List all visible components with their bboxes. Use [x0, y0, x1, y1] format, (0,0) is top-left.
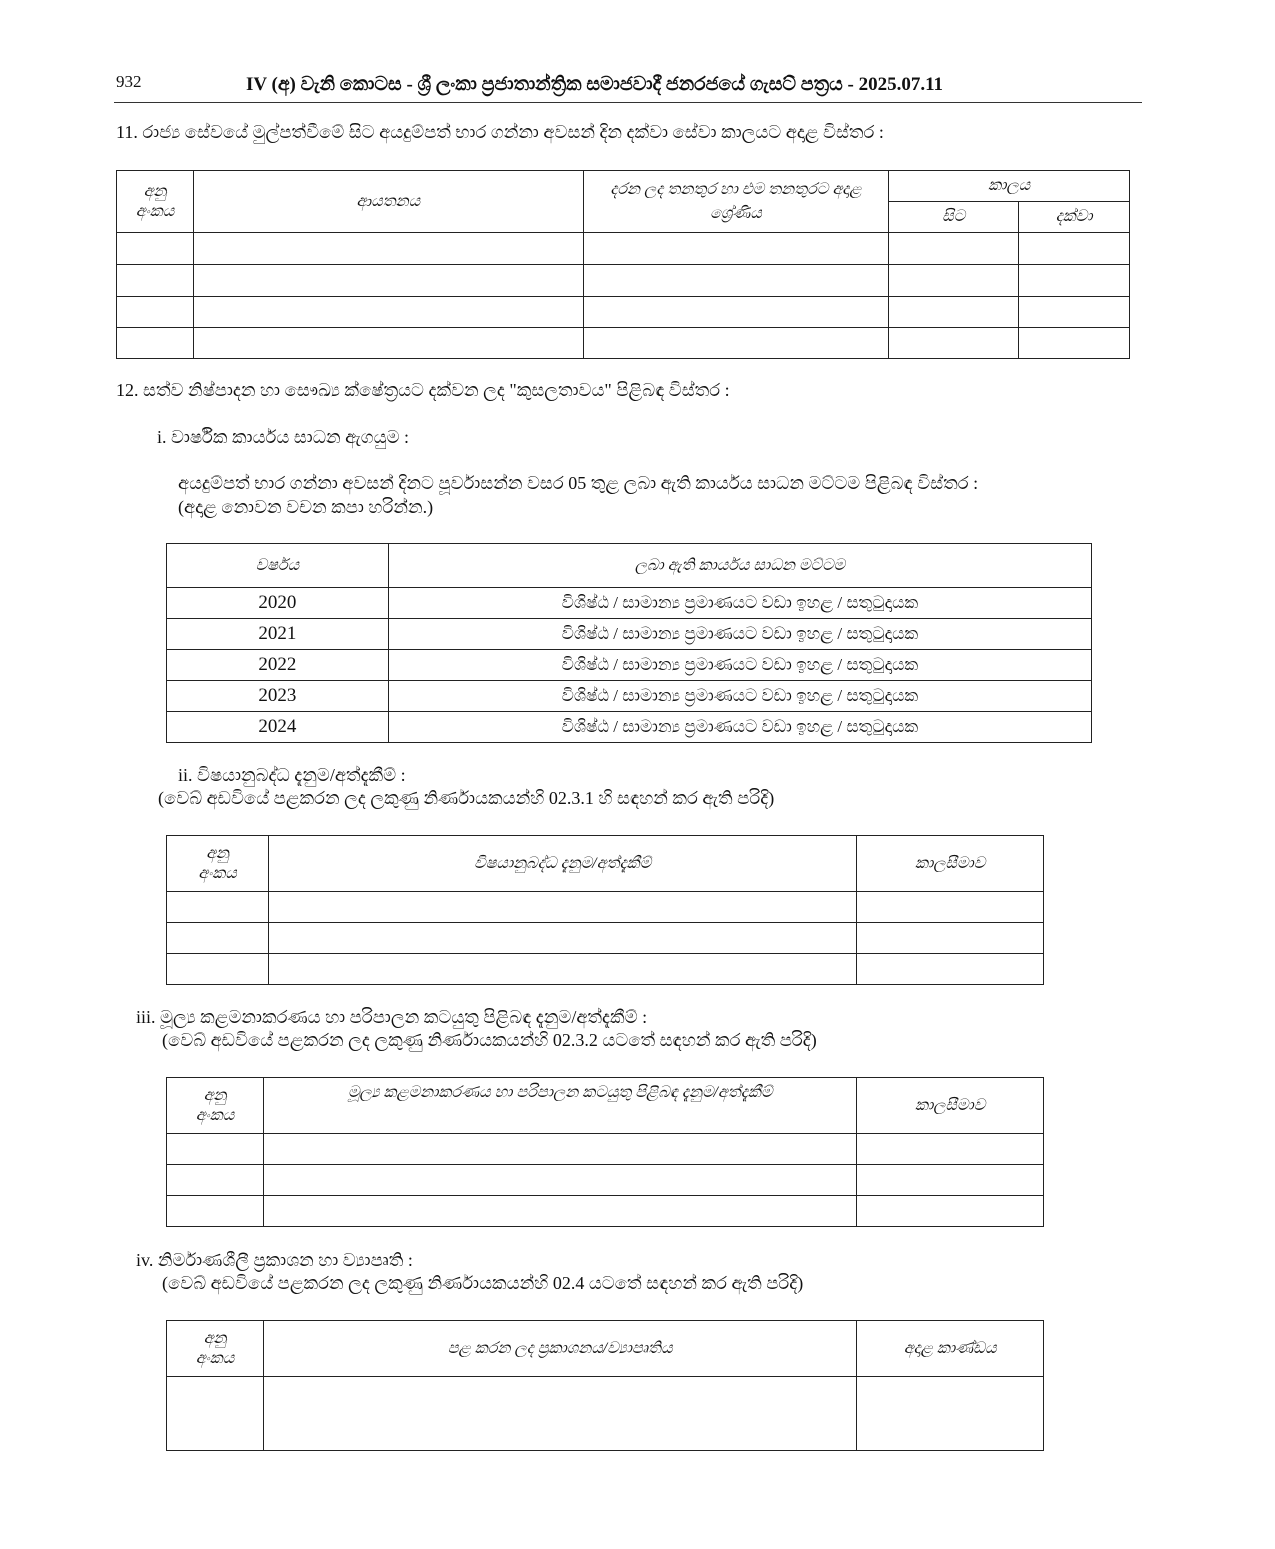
col-performance-level: ලබා ඇති කාර්යය සාධන මට්ටම: [388, 544, 1091, 588]
serial-cell[interactable]: [117, 233, 194, 265]
sub-iv-note: (වෙබ් අඩවියේ පළකරන ලද ලකුණු නිර්ණායකයන්හි 02.4 යටතේ සඳහන් කර ඇති පරිදි): [162, 1273, 804, 1293]
from-cell[interactable]: [889, 328, 1019, 359]
to-cell[interactable]: [1019, 328, 1130, 359]
post-cell[interactable]: [583, 265, 889, 297]
knowledge-cell[interactable]: [263, 1165, 856, 1196]
col-year: වර්ෂය: [167, 544, 389, 588]
table-row: [117, 233, 1130, 265]
col-from: සිට: [889, 202, 1019, 233]
serial-cell[interactable]: [167, 1196, 264, 1227]
sub-i-instruction: (අදාළ නොවන වචන කපා හරින්න.): [178, 497, 434, 517]
serial-cell[interactable]: [117, 265, 194, 297]
post-cell[interactable]: [583, 297, 889, 328]
to-cell[interactable]: [1019, 233, 1130, 265]
knowledge-cell[interactable]: [268, 892, 856, 923]
table-row: [167, 1134, 1044, 1165]
publications-projects-table: [166, 1320, 1044, 1451]
financial-admin-experience-table: [166, 1077, 1044, 1227]
performance-options[interactable]: විශිෂ්ඨ / සාමාන්‍ය ප්‍රමාණයට වඩා ඉහළ / සතුටුදායක: [388, 650, 1091, 681]
table-row: [167, 1165, 1044, 1196]
table-row: [117, 297, 1130, 328]
knowledge-cell[interactable]: [263, 1196, 856, 1227]
from-cell[interactable]: [889, 265, 1019, 297]
col-serial-no: අනු අංකය: [117, 171, 194, 233]
table-row: [167, 619, 1092, 650]
performance-table: [166, 543, 1092, 743]
serial-cell[interactable]: [167, 1165, 264, 1196]
col-financial-admin-knowledge: මූල්‍ය කළමනාකරණය හා පරිපාලන කටයුතු පිළිබඳ දැනුම/අත්දැකීම්: [263, 1078, 856, 1134]
knowledge-cell[interactable]: [268, 923, 856, 954]
institution-cell[interactable]: [193, 233, 583, 265]
year-cell: 2022: [167, 650, 389, 681]
serial-cell[interactable]: [167, 923, 269, 954]
section-11-heading: 11. රාජ්‍ය සේවයේ මුල්පත්වීමේ සිට අයදුම්පත් භාර ගන්නා අවසන් දින දක්වා සේවා කාලයට අදාළ විස්තර :: [116, 122, 884, 142]
col-duration: කාලසීමාව: [857, 1078, 1044, 1134]
performance-options[interactable]: විශිෂ්ඨ / සාමාන්‍ය ප්‍රමාණයට වඩා ඉහළ / සතුටුදායක: [388, 681, 1091, 712]
serial-cell[interactable]: [167, 954, 269, 985]
knowledge-cell[interactable]: [263, 1134, 856, 1165]
sub-i-heading: i. වාර්ෂික කාර්යය සාධන ඇගයුම :: [157, 427, 410, 447]
col-serial-no: අනු අංකය: [167, 836, 269, 892]
performance-options[interactable]: විශිෂ්ඨ / සාමාන්‍ය ප්‍රමාණයට වඩා ඉහළ / සතුටුදායක: [388, 588, 1091, 619]
col-publication: පළ කරන ලද ප්‍රකාශනය/ව්‍යාපෘතිය: [263, 1321, 856, 1377]
col-subject-knowledge: විෂයානුබද්ධ දැනුම/අත්දැකීම්: [268, 836, 856, 892]
subject-experience-table: [166, 835, 1044, 985]
post-cell[interactable]: [583, 233, 889, 265]
table-row: [117, 328, 1130, 359]
duration-cell[interactable]: [857, 1165, 1044, 1196]
table-row: [167, 954, 1044, 985]
col-serial-no: අනු අංකය: [167, 1078, 264, 1134]
sub-iv-heading: iv. නිර්මාණශීලී ප්‍රකාශන හා ව්‍යාපෘති :: [136, 1250, 413, 1270]
header-rule: [114, 102, 1142, 103]
col-institution: ආයතනය: [193, 171, 583, 233]
institution-cell[interactable]: [193, 328, 583, 359]
table-row: [167, 1377, 1044, 1451]
to-cell[interactable]: [1019, 265, 1130, 297]
publication-cell[interactable]: [263, 1377, 856, 1451]
year-cell: 2021: [167, 619, 389, 650]
serial-cell[interactable]: [167, 892, 269, 923]
post-cell[interactable]: [583, 328, 889, 359]
sub-ii-note: (වෙබ් අඩවියේ පළකරන ලද ලකුණු නිර්ණායකයන්හි 02.3.1 හි සඳහන් කර ඇති පරිදි): [158, 788, 775, 808]
knowledge-cell[interactable]: [268, 954, 856, 985]
sub-iii-heading: iii. මූල්‍ය කළමනාකරණය හා පරිපාලන කටයුතු පිළිබඳ දැනුම/අත්දැකීම් :: [136, 1007, 648, 1027]
duration-cell[interactable]: [857, 954, 1044, 985]
serial-cell[interactable]: [117, 297, 194, 328]
category-cell[interactable]: [857, 1377, 1044, 1451]
serial-cell[interactable]: [117, 328, 194, 359]
table-row: [167, 1196, 1044, 1227]
from-cell[interactable]: [889, 233, 1019, 265]
duration-cell[interactable]: [857, 923, 1044, 954]
sub-i-description: අයදුම්පත් භාර ගන්නා අවසන් දිනට පූර්වාසන්න වසර 05 තුළ ලබා ඇති කාර්යය සාධන මට්ටම පිළිබඳ විස්තර :: [178, 473, 979, 493]
performance-options[interactable]: විශිෂ්ඨ / සාමාන්‍ය ප්‍රමාණයට වඩා ඉහළ / සතුටුදායක: [388, 712, 1091, 743]
serial-cell[interactable]: [167, 1134, 264, 1165]
to-cell[interactable]: [1019, 297, 1130, 328]
col-to: දක්වා: [1019, 202, 1130, 233]
duration-cell[interactable]: [857, 1196, 1044, 1227]
service-history-table: [116, 170, 1130, 359]
gazette-header-title: IV (අ) වැනි කොටස - ශ්‍රී ලංකා ප්‍රජාතාන්ත්‍රික සමාජවාදී ජනරජයේ ගැසට් පත්‍රය - 2025.07.11: [246, 74, 944, 95]
col-post-grade: දරන ලද තනතුර හා එම තනතුරට අදාළ ශ්‍රේණිය: [583, 171, 889, 233]
table-row: [167, 650, 1092, 681]
table-row: [167, 923, 1044, 954]
table-row: [167, 681, 1092, 712]
year-cell: 2020: [167, 588, 389, 619]
performance-options[interactable]: විශිෂ්ඨ / සාමාන්‍ය ප්‍රමාණයට වඩා ඉහළ / සතුටුදායක: [388, 619, 1091, 650]
institution-cell[interactable]: [193, 297, 583, 328]
col-serial-no: අනු අංකය: [167, 1321, 264, 1377]
table-row: [167, 588, 1092, 619]
sub-iii-note: (වෙබ් අඩවියේ පළකරන ලද ලකුණු නිර්ණායකයන්හි 02.3.2 යටතේ සඳහන් කර ඇති පරිදි): [162, 1030, 817, 1050]
table-row: [167, 712, 1092, 743]
duration-cell[interactable]: [857, 1134, 1044, 1165]
from-cell[interactable]: [889, 297, 1019, 328]
col-category: අදාළ කාණ්ඩය: [857, 1321, 1044, 1377]
sub-ii-heading: ii. විෂයානුබද්ධ දැනුම/අත්දැකීම් :: [178, 765, 406, 785]
institution-cell[interactable]: [193, 265, 583, 297]
page-number: 932: [116, 72, 142, 91]
col-period: කාලය: [889, 171, 1130, 202]
table-row: [167, 892, 1044, 923]
year-cell: 2024: [167, 712, 389, 743]
section-12-heading: 12. සත්ව නිෂ්පාදන හා සෞඛ්‍ය ක්ෂේත්‍රයට දක්වන ලද "කුසලතාවය" පිළිබඳ විස්තර :: [116, 380, 730, 400]
col-duration: කාලසීමාව: [857, 836, 1044, 892]
table-row: [117, 265, 1130, 297]
year-cell: 2023: [167, 681, 389, 712]
duration-cell[interactable]: [857, 892, 1044, 923]
serial-cell[interactable]: [167, 1377, 264, 1451]
